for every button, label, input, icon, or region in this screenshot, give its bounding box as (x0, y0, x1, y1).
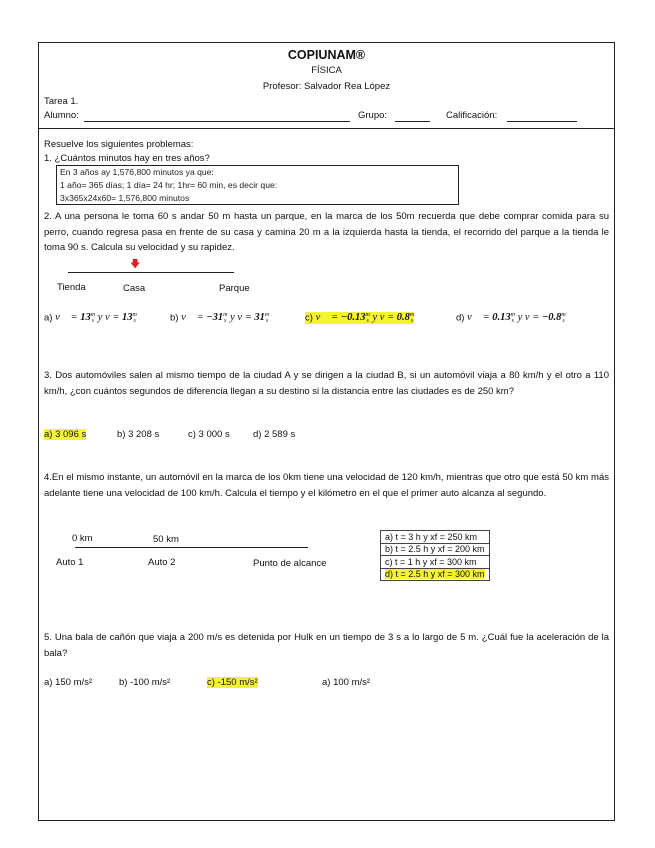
q2-label-store: Tienda (57, 282, 86, 293)
q2-option-b[interactable]: b) v⃗ = −31m s y v = 31m s (170, 312, 270, 324)
q1-question: 1. ¿Cuántos minutos hay en tres años? (44, 153, 210, 164)
q4-road-line (75, 547, 308, 548)
q2-label-home: Casa (123, 283, 146, 294)
q5-option-a[interactable]: a) 150 m/s² (44, 677, 93, 688)
page-title: COPIUNAM® (287, 48, 366, 62)
q4-label-km50: 50 km (153, 534, 179, 545)
q4-options-table (380, 530, 490, 581)
header-divider (38, 128, 615, 129)
q1-answer-line: 3x365x24x60= 1,576,800 minutos (60, 193, 190, 203)
q2-option-c[interactable]: c) v⃗ = −0.13m s y v = 0.8m s (305, 312, 415, 324)
q2-option-a[interactable]: a) v⃗ = 13m s y v = 13m s (44, 312, 137, 324)
q4-option-c[interactable]: c) t = 1 h y xf = 300 km (381, 556, 490, 569)
q4-option-a[interactable]: a) t = 3 h y xf = 250 km (381, 531, 490, 544)
q2-path-line (68, 272, 234, 273)
group-field[interactable] (395, 121, 430, 122)
q4-label-car1: Auto 1 (56, 557, 84, 568)
q5-option-d[interactable]: a) 100 m/s² (322, 677, 371, 688)
q5-question: 5. Una bala de cañón que viaja a 200 m/s es detenida por Hulk en un tiempo de 3 s a lo largo de 5 m. ¿Cuál fue la aceleración de la bala? (44, 632, 609, 659)
q2-label-park: Parque (219, 283, 250, 294)
q4-label-km0: 0 km (72, 533, 93, 544)
q4-question: 4.En el mismo instante, un automóvil en la marca de los 0km tiene una velocidad de 120 km/h, mientras que otro que está 50 km más adelante tiene una velocidad de 100 km/h. Calcula el tiempo y el kilómetro en el que el primer auto alcanza al segundo. (44, 472, 609, 499)
q4-option-d[interactable]: d) t = 2.5 h y xf = 300 km (381, 568, 490, 581)
q1-answer-line: En 3 años ay 1,576,800 minutos ya que: (60, 167, 214, 177)
instructions: Resuelve los siguientes problemas: (44, 139, 194, 150)
q5-option-b[interactable]: b) -100 m/s² (119, 677, 171, 688)
grade-label: Calificación: (446, 110, 498, 121)
q5-option-c[interactable]: c) -150 m/s² (207, 677, 258, 688)
q1-answer-box (56, 165, 459, 205)
q4-label-meet: Punto de alcance (253, 558, 327, 569)
task-label: Tarea 1. (44, 96, 79, 107)
arrow-down-icon: 🡇 (130, 259, 141, 270)
teacher: Profesor: Salvador Rea López (262, 81, 391, 92)
q3-option-c[interactable]: c) 3 000 s (188, 429, 230, 440)
q4-label-car2: Auto 2 (148, 557, 176, 568)
q3-option-d[interactable]: d) 2 589 s (253, 429, 296, 440)
grade-field[interactable] (507, 121, 577, 122)
q3-option-b[interactable]: b) 3 208 s (117, 429, 160, 440)
q3-question: 3. Dos automóviles salen al mismo tiempo de la ciudad A y se dirigen a la ciudad B, si un automóvil viaja a 80 km/h y el otro a 110 km/h, ¿con cuántos segundos de diferencia llegan a su destino si la distancia entre las ciudades es de 250 km? (44, 370, 609, 397)
q1-answer-line: 1 año= 365 días; 1 día= 24 hr; 1hr= 60 min, es decir que: (60, 180, 278, 190)
q2-option-d[interactable]: d) v⃗ = 0.13m s y v = −0.8m s (456, 312, 566, 324)
q4-option-b[interactable]: b) t = 2.5 h y xf = 200 km (381, 543, 490, 556)
subject: FÍSICA (311, 65, 342, 76)
q3-option-a[interactable]: a) 3 096 s (44, 429, 87, 440)
q2-question: 2. A una persona le toma 60 s andar 50 m hasta un parque, en la marca de los 50m recuerda que debe comprar comida para su perro, cuando regresa pasa en frente de su casa y camina 20 m a la izquierda hasta la tienda, el recorrido del parque a la tienda le toma 90 s. Calcula su velocidad y su rapidez. (44, 211, 609, 253)
group-label: Grupo: (358, 110, 388, 121)
student-label: Alumno: (44, 110, 79, 121)
student-field[interactable] (84, 121, 350, 122)
